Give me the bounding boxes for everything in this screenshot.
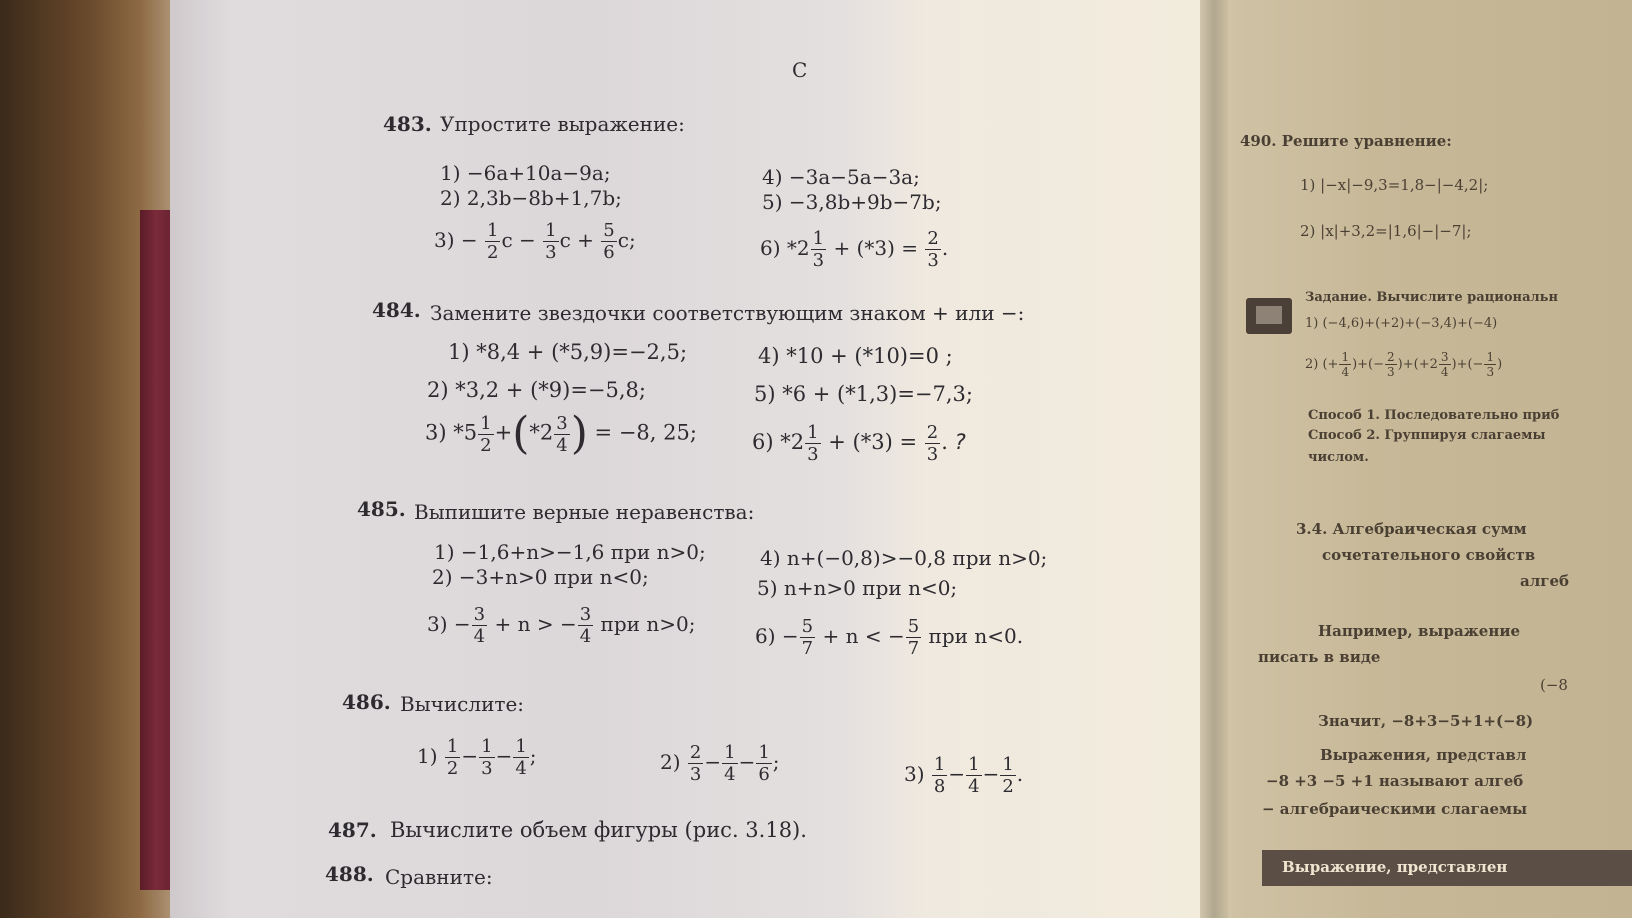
ex487-title: Вычислите объем фигуры (рис. 3.18). [390, 818, 807, 842]
section-title-3: алгеб [1520, 572, 1570, 590]
ex484-item-3: 3) *5 $\frac{1}{2}$ +(*2 $\frac{3}{4}$ ) = −8, 25; [425, 408, 697, 459]
ex485-number: 485. [357, 497, 406, 521]
ex483-title: Упростите выражение: [440, 112, 685, 136]
para-5: Выражения, представл [1320, 746, 1527, 764]
ex485-item-4: 4) n+(−0,8)>−0,8 при n>0; [760, 546, 1048, 570]
ex488-title: Сравните: [385, 865, 493, 889]
ex483-item-2: 2) 2,3b−8b+1,7b; [440, 186, 622, 210]
ex485-title: Выпишите верные неравенства: [414, 500, 755, 524]
handwritten-question-mark: ? [954, 430, 966, 454]
ex483-item-5: 5) −3,8b+9b−7b; [762, 190, 942, 214]
para-3: (−8 [1540, 676, 1568, 694]
ex488-number: 488. [325, 862, 374, 886]
definition-box: Выражение, представлен [1262, 850, 1632, 886]
way-1: Способ 1. Последовательно приб [1308, 408, 1560, 423]
way-2-cont: числом. [1308, 450, 1369, 465]
ex484-title: Замените звездочки соответствующим знаком + или −: [430, 301, 1025, 325]
page-letter: С [792, 58, 808, 82]
task-title: Задание. Вычислите рациональн [1305, 290, 1558, 305]
ex485-item-5: 5) n+n>0 при n<0; [757, 576, 958, 600]
ex485-item-2: 2) −3+n>0 при n<0; [432, 565, 649, 589]
para-6: −8 +3 −5 +1 называют алгеб [1266, 772, 1524, 790]
ex483-item-3: 3) − $\frac{1}{2}$ c − $\frac{1}{3}$ c + $\frac{5}{6}$ c; [434, 220, 636, 263]
ex490-item-1: 1) |−x|−9,3=1,8−|−4,2|; [1300, 176, 1489, 194]
ex483-item-1: 1) −6a+10a−9a; [440, 161, 611, 185]
ex484-item-2: 2) *3,2 + (*9)=−5,8; [427, 378, 646, 402]
ex483-item-6: 6) *2 $\frac{1}{3}$ + (*3) = $\frac{2}{3}$ . [760, 228, 949, 271]
page-fold [1200, 0, 1228, 918]
ex484-item-4: 4) *10 + (*10)=0 ; [758, 344, 953, 368]
para-7: − алгебраическими слагаемы [1262, 800, 1528, 818]
para-1: Например, выражение [1318, 622, 1520, 640]
book-cover-edge [140, 210, 172, 890]
ex484-number: 484. [372, 298, 421, 322]
ex486-title: Вычислите: [400, 692, 525, 716]
task-item-1: 1) (−4,6)+(+2)+(−3,4)+(−4) [1305, 316, 1498, 331]
ex485-item-6: 6) − $\frac{5}{7}$ + n < − $\frac{5}{7}$ при n<0. [755, 616, 1024, 659]
section-title-2: сочетательного свойств [1322, 546, 1536, 564]
ex483-item-4: 4) −3a−5a−3a; [762, 165, 920, 189]
ex490-item-2: 2) |x|+3,2=|1,6|−|−7|; [1300, 222, 1472, 240]
ex484-item-5: 5) *6 + (*1,3)=−7,3; [754, 382, 973, 406]
ex487-number: 487. [328, 818, 377, 842]
ex486-item-3: 3) $\frac{1}{8}$ − $\frac{1}{4}$ − $\frac{1}{2}$ . [904, 754, 1024, 797]
task-icon [1246, 298, 1292, 334]
ex486-item-1: 1) $\frac{1}{2}$ − $\frac{1}{3}$ − $\frac{1}{4}$ ; [417, 736, 537, 779]
ex490-title: 490. Решите уравнение: [1240, 132, 1452, 150]
para-4: Значит, −8+3−5+1+(−8) [1318, 712, 1534, 730]
way-2: Способ 2. Группируя слагаемы [1308, 428, 1546, 443]
ex486-item-2: 2) $\frac{2}{3}$ − $\frac{1}{4}$ − $\frac{1}{6}$ ; [660, 742, 780, 785]
section-title: 3.4. Алгебраическая сумм [1296, 520, 1527, 538]
ex486-number: 486. [342, 690, 391, 714]
ex485-item-3: 3) − $\frac{3}{4}$ + n > − $\frac{3}{4}$ при n>0; [427, 604, 696, 647]
ex485-item-1: 1) −1,6+n>−1,6 при n>0; [434, 540, 706, 564]
ex484-item-1: 1) *8,4 + (*5,9)=−2,5; [448, 340, 688, 364]
ex484-item-6: 6) *2 $\frac{1}{3}$ + (*3) = $\frac{2}{3}$ . ? [752, 422, 966, 465]
para-2: писать в виде [1258, 648, 1381, 666]
ex483-number: 483. [383, 112, 432, 136]
task-item-2: 2) (+ $\frac{1}{4}$ )+(− $\frac{2}{3}$ )+(+2 $\frac{3}{4}$ )+(− $\frac{1}{3}$ ) [1305, 350, 1503, 379]
